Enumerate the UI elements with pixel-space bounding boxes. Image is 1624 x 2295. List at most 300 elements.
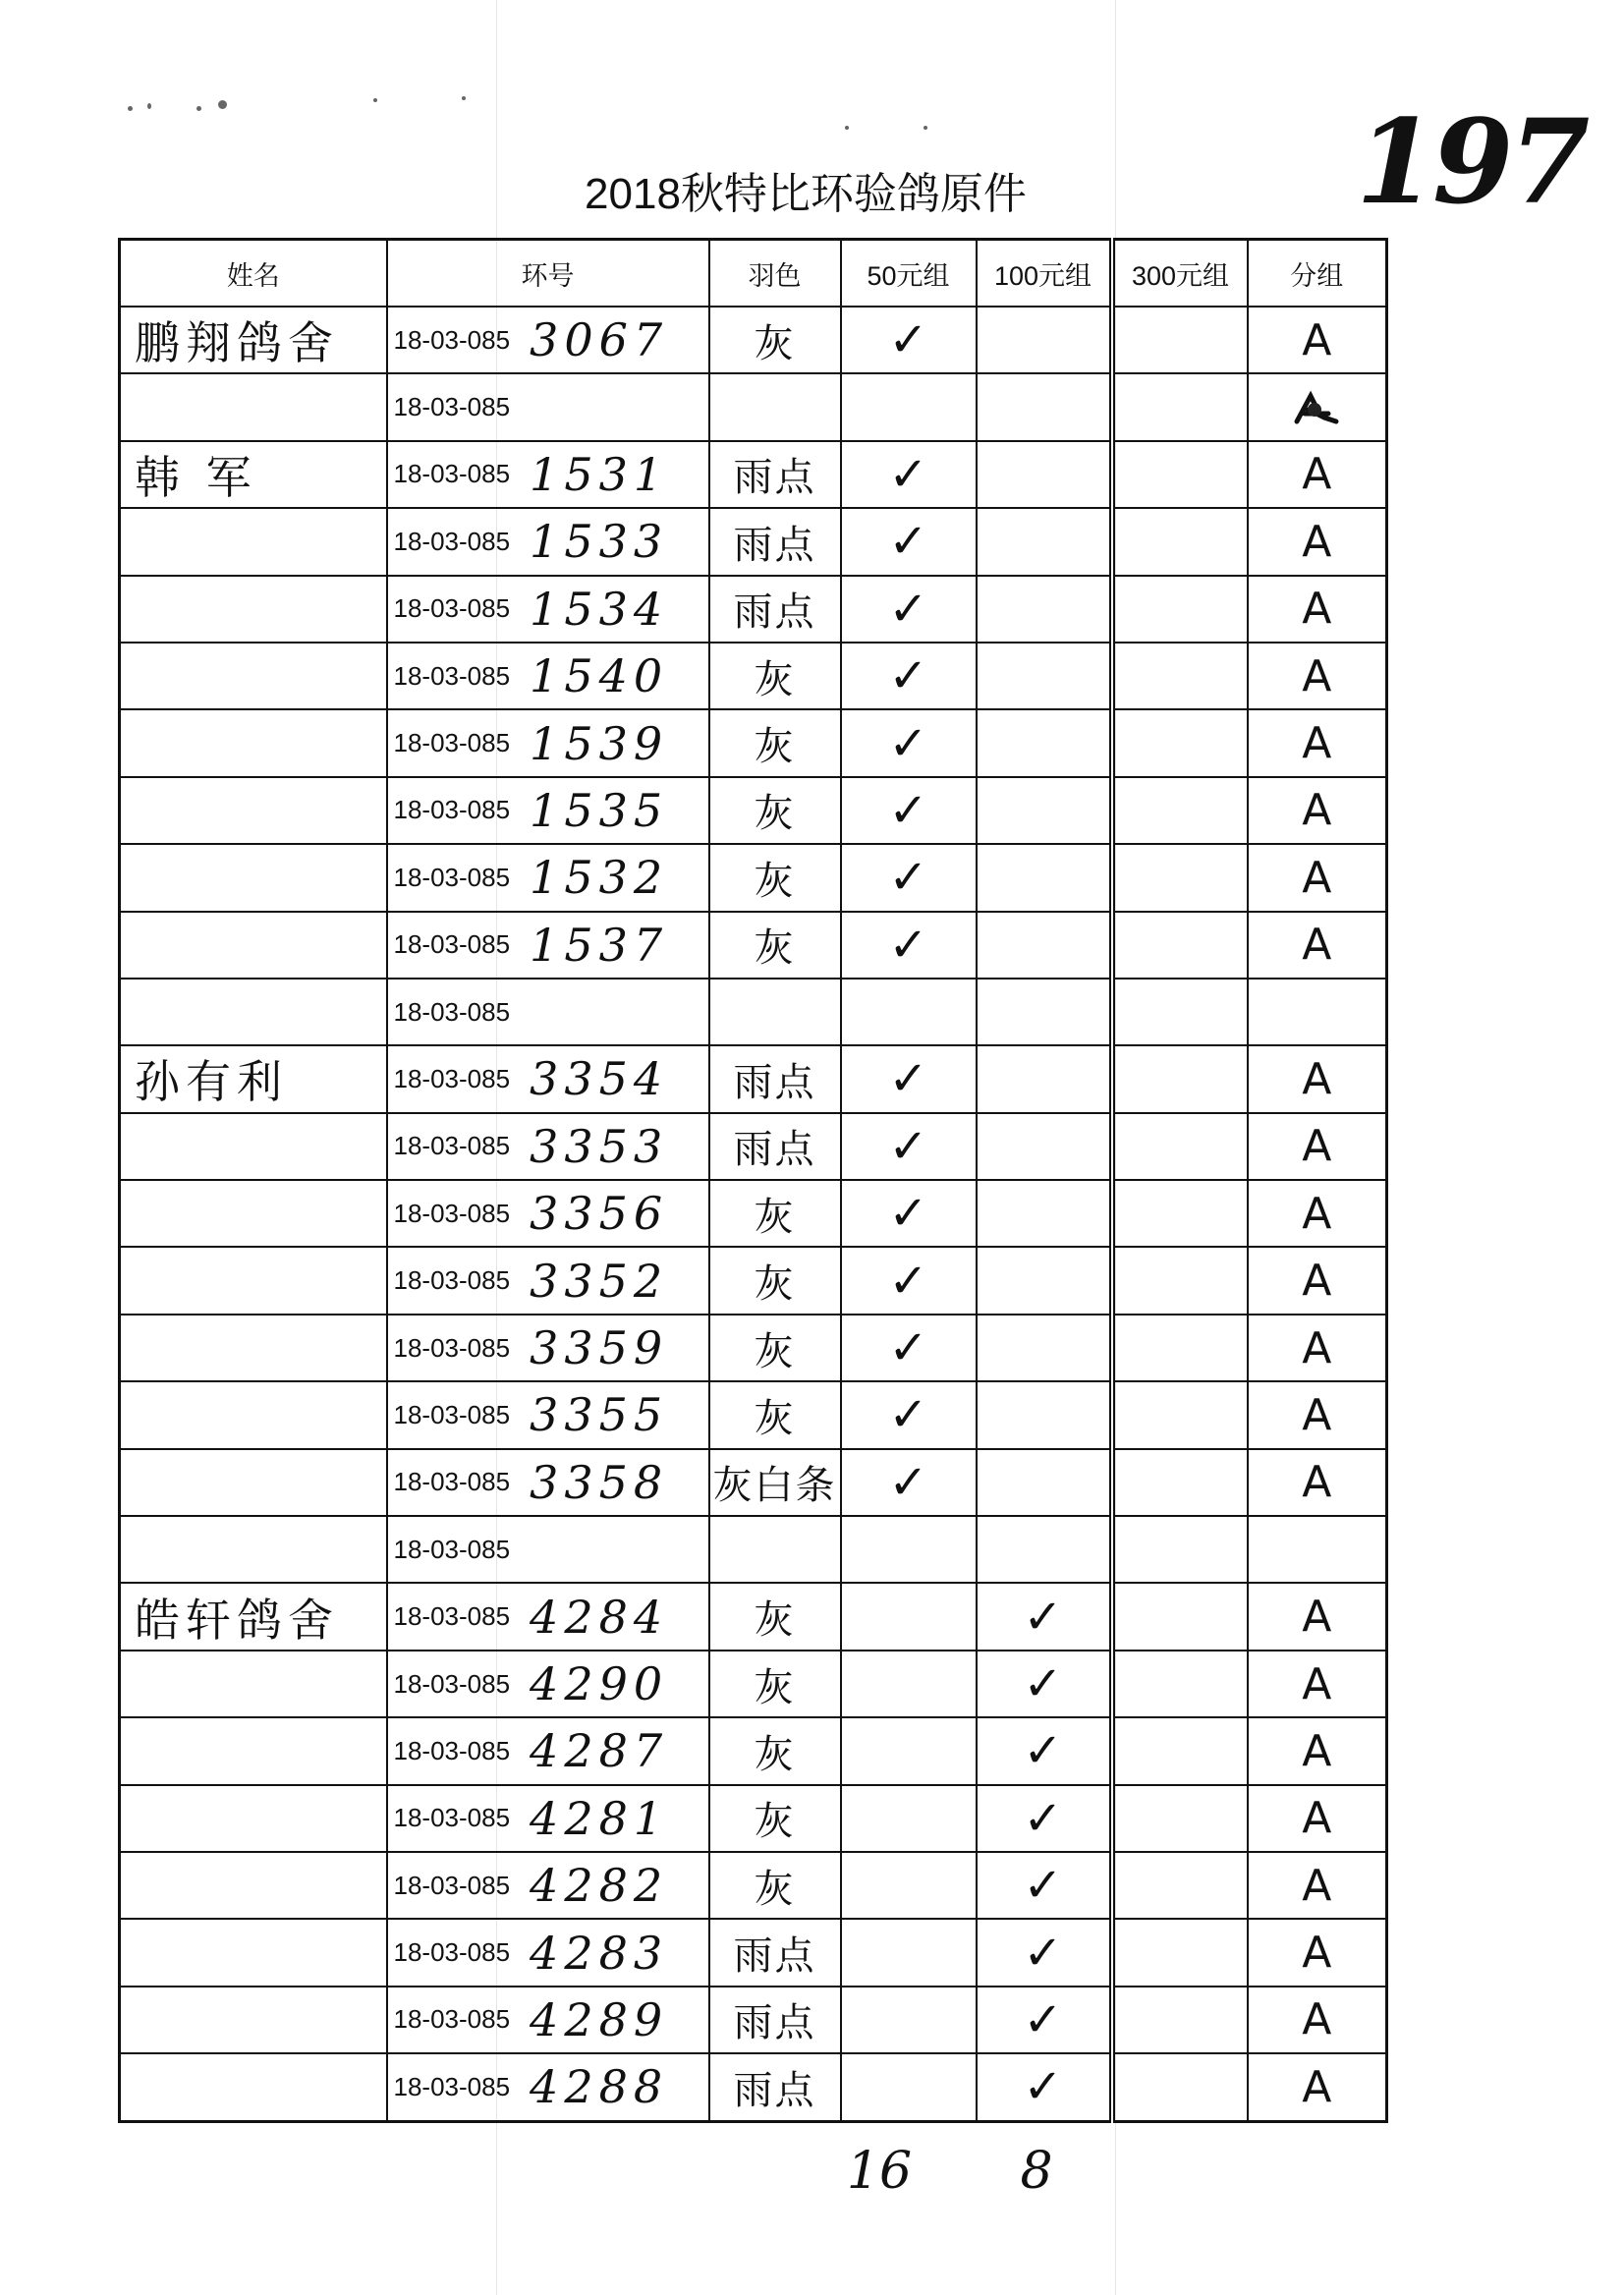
table-row: [120, 307, 1387, 373]
feather-color: 灰: [754, 1866, 796, 1912]
ring-serial: 1539: [530, 716, 669, 770]
cell-feather-color: [709, 508, 841, 575]
cell-group-300: [1112, 441, 1248, 508]
division-letter: A: [1302, 650, 1332, 701]
cell-owner: [120, 1247, 387, 1314]
cell-group-100: [977, 307, 1112, 373]
ring-number: [388, 2060, 708, 2113]
table-row: [120, 576, 1387, 643]
cell-group-300: [1112, 1381, 1248, 1448]
division-letter: A: [1302, 1389, 1332, 1440]
cell-group-100: [977, 1247, 1112, 1314]
feather-color: 灰白条: [712, 1463, 837, 1509]
check-mark: ✓: [888, 782, 928, 838]
cell-group-100: [977, 1717, 1112, 1784]
cell-ring-number: [387, 1919, 709, 1986]
cell-group-100: [977, 1852, 1112, 1919]
ring-prefix: 18-03-085: [393, 1063, 511, 1093]
cell-group-50: [841, 1516, 977, 1583]
ring-serial: 1535: [530, 783, 669, 837]
cell-group-300: [1112, 1987, 1248, 2053]
cell-group-100: [977, 1785, 1112, 1852]
ring-serial: 4290: [530, 1657, 669, 1710]
cell-group-50: [841, 1449, 977, 1516]
check-mark: ✓: [888, 715, 928, 771]
cell-division: [1248, 912, 1387, 979]
column-header-color: 羽色: [709, 240, 841, 308]
cell-feather-color: [709, 1381, 841, 1448]
ring-prefix: 18-03-085: [393, 392, 511, 422]
cell-feather-color: [709, 777, 841, 844]
cell-group-300: [1112, 1583, 1248, 1650]
ring-number: [388, 1535, 708, 1565]
cell-group-100: [977, 777, 1112, 844]
ring-number: [388, 1792, 708, 1845]
ring-serial: 3356: [530, 1187, 669, 1241]
table-row: [120, 1113, 1387, 1180]
ring-number: [388, 1255, 708, 1308]
ring-number: [388, 583, 708, 636]
feather-color: 灰: [754, 320, 796, 366]
cell-group-100: [977, 1449, 1112, 1516]
cell-group-100: [977, 441, 1112, 508]
check-mark: ✓: [888, 917, 928, 973]
ring-serial: 3353: [530, 1119, 669, 1173]
ring-prefix: 18-03-085: [393, 996, 511, 1027]
feather-color: 雨点: [733, 455, 816, 501]
ring-prefix: 18-03-085: [393, 526, 511, 556]
cell-feather-color: [709, 1919, 841, 1986]
division-letter: A: [1302, 1725, 1332, 1776]
division-letter: A: [1302, 1457, 1332, 1508]
cell-division: [1248, 1045, 1387, 1112]
ring-prefix: 18-03-085: [393, 1735, 511, 1765]
cell-group-100: [977, 1583, 1112, 1650]
scan-speck: [845, 126, 849, 130]
ring-number: [388, 1456, 708, 1509]
ring-number: [388, 448, 708, 501]
cell-group-100: [977, 1113, 1112, 1180]
table-row: [120, 1651, 1387, 1717]
cell-ring-number: [387, 1113, 709, 1180]
cell-feather-color: [709, 1785, 841, 1852]
cell-division: [1248, 373, 1387, 440]
total-group-50: 16: [846, 2142, 913, 2201]
cell-owner: [120, 307, 387, 373]
cell-group-300: [1112, 1852, 1248, 1919]
ring-number: [388, 1321, 708, 1374]
ring-prefix: 18-03-085: [393, 1467, 511, 1497]
cell-division: [1248, 2053, 1387, 2121]
ring-number: [388, 1859, 708, 1912]
cell-owner: [120, 709, 387, 776]
cell-group-300: [1112, 912, 1248, 979]
cell-group-100: [977, 1919, 1112, 1986]
division-letter: A: [1302, 785, 1332, 836]
ring-serial: 1534: [530, 582, 669, 636]
cell-group-300: [1112, 844, 1248, 911]
cell-group-100: [977, 1315, 1112, 1381]
check-mark: ✓: [888, 1320, 928, 1376]
cell-division: [1248, 1785, 1387, 1852]
ring-prefix: 18-03-085: [393, 1198, 511, 1228]
scan-speck: [128, 106, 133, 111]
cell-group-300: [1112, 1449, 1248, 1516]
cell-group-100: [977, 912, 1112, 979]
cell-ring-number: [387, 1717, 709, 1784]
cell-group-50: [841, 1381, 977, 1448]
cell-ring-number: [387, 1449, 709, 1516]
cell-group-300: [1112, 643, 1248, 709]
ring-number: [388, 649, 708, 702]
cell-ring-number: [387, 1381, 709, 1448]
check-mark: ✓: [888, 1454, 928, 1510]
ring-serial: 4289: [530, 1992, 669, 2046]
cell-group-50: [841, 508, 977, 575]
check-mark: ✓: [1023, 1858, 1063, 1914]
ring-number: [388, 1187, 708, 1240]
ring-serial: 4282: [530, 1859, 669, 1913]
ring-serial: 3359: [530, 1321, 669, 1375]
cell-group-50: [841, 777, 977, 844]
cell-owner: [120, 1315, 387, 1381]
cell-ring-number: [387, 1785, 709, 1852]
feather-color: 雨点: [733, 2000, 816, 2046]
cell-group-100: [977, 979, 1112, 1045]
check-mark: ✓: [1023, 2059, 1063, 2115]
ring-prefix: 18-03-085: [393, 593, 511, 624]
cell-group-100: [977, 643, 1112, 709]
division-letter: A: [1302, 1928, 1332, 1979]
feather-color: 雨点: [733, 1059, 816, 1105]
cell-group-300: [1112, 777, 1248, 844]
cell-feather-color: [709, 709, 841, 776]
check-mark: ✓: [888, 648, 928, 704]
table-body: [120, 307, 1387, 2121]
cell-division: [1248, 1651, 1387, 1717]
ring-prefix: 18-03-085: [393, 795, 511, 825]
ring-serial: 3352: [530, 1254, 669, 1308]
check-mark: ✓: [888, 850, 928, 906]
check-mark: ✓: [1023, 1656, 1063, 1711]
cell-group-100: [977, 373, 1112, 440]
table-row: [120, 1583, 1387, 1650]
ring-serial: 4287: [530, 1724, 669, 1778]
ring-serial: 1532: [530, 851, 669, 905]
cell-group-50: [841, 1785, 977, 1852]
cell-group-100: [977, 508, 1112, 575]
ring-prefix: 18-03-085: [393, 1668, 511, 1699]
cell-ring-number: [387, 576, 709, 643]
cell-owner: [120, 576, 387, 643]
feather-color: 灰: [754, 858, 796, 904]
ink-scribble: [1287, 388, 1346, 427]
ring-number: [388, 1927, 708, 1980]
cell-division: [1248, 1113, 1387, 1180]
cell-feather-color: [709, 1247, 841, 1314]
cell-feather-color: [709, 1852, 841, 1919]
cell-division: [1248, 1516, 1387, 1583]
cell-ring-number: [387, 643, 709, 709]
cell-owner: [120, 1045, 387, 1112]
cell-group-100: [977, 1651, 1112, 1717]
division-letter: A: [1302, 920, 1332, 971]
division-letter: A: [1302, 449, 1332, 500]
table-row: [120, 1381, 1387, 1448]
cell-group-50: [841, 1651, 977, 1717]
ring-serial: 1531: [530, 447, 669, 501]
division-letter: A: [1302, 1994, 1332, 2045]
ring-number: [388, 1591, 708, 1644]
ring-number: [388, 784, 708, 837]
cell-owner: [120, 1651, 387, 1717]
table-row: [120, 508, 1387, 575]
cell-ring-number: [387, 307, 709, 373]
table-row: [120, 1516, 1387, 1583]
cell-ring-number: [387, 2053, 709, 2121]
division-letter: A: [1302, 1793, 1332, 1844]
table-row: [120, 643, 1387, 709]
cell-group-50: [841, 1315, 977, 1381]
feather-color: 灰: [754, 1261, 796, 1308]
feather-color: 雨点: [733, 1933, 816, 1980]
column-header-group-300: 300元组: [1112, 240, 1248, 308]
division-letter: A: [1302, 718, 1332, 769]
cell-owner: [120, 441, 387, 508]
cell-group-100: [977, 709, 1112, 776]
cell-ring-number: [387, 1045, 709, 1112]
cell-division: [1248, 844, 1387, 911]
cell-owner: [120, 1852, 387, 1919]
feather-color: 灰: [754, 1194, 796, 1240]
cell-feather-color: [709, 373, 841, 440]
check-mark: ✓: [888, 514, 928, 570]
cell-group-50: [841, 1919, 977, 1986]
cell-group-50: [841, 844, 977, 911]
ring-number: [388, 313, 708, 366]
cell-group-100: [977, 2053, 1112, 2121]
cell-owner: [120, 979, 387, 1045]
feather-color: 灰: [754, 1395, 796, 1441]
page-title: 2018秋特比环验鸽原件: [585, 170, 1027, 218]
ring-prefix: 18-03-085: [393, 1601, 511, 1632]
division-letter: A: [1302, 584, 1332, 635]
feather-color: 灰: [754, 1328, 796, 1374]
cell-group-300: [1112, 1113, 1248, 1180]
ring-number: [388, 1120, 708, 1173]
cell-group-50: [841, 1247, 977, 1314]
cell-group-100: [977, 1987, 1112, 2053]
ring-serial: 3355: [530, 1388, 669, 1442]
table-row: [120, 1717, 1387, 1784]
ring-prefix: 18-03-085: [393, 1399, 511, 1429]
cell-division: [1248, 643, 1387, 709]
ring-prefix: 18-03-085: [393, 1265, 511, 1296]
cell-group-50: [841, 1113, 977, 1180]
cell-owner: [120, 1113, 387, 1180]
ring-serial: 4283: [530, 1926, 669, 1980]
ring-serial: 3067: [530, 313, 669, 367]
table-row: [120, 1987, 1387, 2053]
cell-division: [1248, 576, 1387, 643]
owner-name: 鹏翔鸽舍: [135, 316, 339, 370]
feather-color: 雨点: [733, 2067, 816, 2113]
table-row: [120, 2053, 1387, 2121]
table-row: [120, 441, 1387, 508]
cell-group-100: [977, 1180, 1112, 1247]
check-mark: ✓: [888, 1051, 928, 1107]
cell-ring-number: [387, 1583, 709, 1650]
cell-feather-color: [709, 1315, 841, 1381]
feather-color: 灰: [754, 1597, 796, 1644]
registration-sheet: [118, 238, 1385, 2144]
cell-owner: [120, 1381, 387, 1448]
ring-serial: 4281: [530, 1791, 669, 1845]
cell-group-50: [841, 643, 977, 709]
cell-ring-number: [387, 1180, 709, 1247]
table-row: [120, 373, 1387, 440]
cell-group-50: [841, 1583, 977, 1650]
cell-feather-color: [709, 1651, 841, 1717]
cell-division: [1248, 709, 1387, 776]
check-mark: ✓: [888, 446, 928, 502]
check-mark: ✓: [888, 581, 928, 637]
cell-feather-color: [709, 979, 841, 1045]
table-row: [120, 1852, 1387, 1919]
ring-prefix: 18-03-085: [393, 2004, 511, 2035]
total-group-100: 8: [1020, 2142, 1053, 2201]
cell-group-300: [1112, 307, 1248, 373]
ring-number: [388, 919, 708, 972]
check-mark: ✓: [1023, 1790, 1063, 1846]
ring-prefix: 18-03-085: [393, 1332, 511, 1363]
cell-division: [1248, 307, 1387, 373]
table-row: [120, 1449, 1387, 1516]
cell-group-300: [1112, 1045, 1248, 1112]
cell-division: [1248, 979, 1387, 1045]
check-mark: ✓: [1023, 1925, 1063, 1981]
cell-feather-color: [709, 1449, 841, 1516]
table-row: [120, 1180, 1387, 1247]
feather-color: 灰: [754, 1731, 796, 1777]
cell-ring-number: [387, 441, 709, 508]
table-row: [120, 1785, 1387, 1852]
division-letter: A: [1302, 1658, 1332, 1709]
cell-owner: [120, 1919, 387, 1986]
ring-number: [388, 1724, 708, 1777]
cell-owner: [120, 2053, 387, 2121]
column-header-ring: 环号: [387, 240, 709, 308]
ring-serial: 3358: [530, 1455, 669, 1509]
cell-ring-number: [387, 844, 709, 911]
ring-number: [388, 1388, 708, 1441]
cell-group-300: [1112, 1516, 1248, 1583]
cell-group-300: [1112, 1247, 1248, 1314]
table-row: [120, 1247, 1387, 1314]
column-header-group-100: 100元组: [977, 240, 1112, 308]
cell-group-100: [977, 844, 1112, 911]
cell-group-50: [841, 2053, 977, 2121]
feather-color: 雨点: [733, 589, 816, 636]
cell-owner: [120, 508, 387, 575]
cell-group-300: [1112, 1315, 1248, 1381]
cell-group-300: [1112, 1180, 1248, 1247]
table-header-row: [120, 240, 1387, 308]
cell-group-300: [1112, 1651, 1248, 1717]
column-header-name: 姓名: [120, 240, 387, 308]
ring-number: [388, 851, 708, 904]
cell-feather-color: [709, 576, 841, 643]
cell-ring-number: [387, 1247, 709, 1314]
scan-speck: [147, 103, 151, 109]
cell-division: [1248, 508, 1387, 575]
division-letter: A: [1302, 314, 1332, 365]
table-row: [120, 1315, 1387, 1381]
cell-group-300: [1112, 1785, 1248, 1852]
cell-ring-number: [387, 1315, 709, 1381]
ring-prefix: 18-03-085: [393, 324, 511, 355]
check-mark: ✓: [888, 1118, 928, 1174]
cell-feather-color: [709, 2053, 841, 2121]
feather-color: 灰: [754, 791, 796, 837]
check-mark: ✓: [1023, 1589, 1063, 1645]
cell-group-300: [1112, 979, 1248, 1045]
cell-division: [1248, 777, 1387, 844]
owner-name: 孙有利: [135, 1055, 288, 1109]
ring-serial: 1537: [530, 918, 669, 972]
table-row: [120, 1919, 1387, 1986]
ring-serial: 3354: [530, 1052, 669, 1106]
cell-group-50: [841, 441, 977, 508]
cell-ring-number: [387, 912, 709, 979]
cell-group-50: [841, 1180, 977, 1247]
owner-name: 韩 军: [135, 450, 257, 504]
cell-group-50: [841, 1987, 977, 2053]
ring-number: [388, 1993, 708, 2046]
cell-feather-color: [709, 307, 841, 373]
cell-ring-number: [387, 373, 709, 440]
cell-group-50: [841, 912, 977, 979]
cell-ring-number: [387, 1852, 709, 1919]
division-letter: A: [1302, 2061, 1332, 2112]
cell-division: [1248, 1315, 1387, 1381]
cell-owner: [120, 1785, 387, 1852]
ring-prefix: 18-03-085: [393, 660, 511, 691]
check-mark: ✓: [888, 312, 928, 368]
ring-number: [388, 392, 708, 422]
cell-division: [1248, 1381, 1387, 1448]
table-row: [120, 844, 1387, 911]
cell-group-50: [841, 1852, 977, 1919]
cell-division: [1248, 1852, 1387, 1919]
cell-ring-number: [387, 1651, 709, 1717]
division-letter: A: [1302, 1322, 1332, 1373]
cell-owner: [120, 1987, 387, 2053]
cell-feather-color: [709, 912, 841, 979]
scan-speck: [924, 126, 927, 130]
cell-feather-color: [709, 1717, 841, 1784]
table-row: [120, 777, 1387, 844]
cell-owner: [120, 912, 387, 979]
cell-feather-color: [709, 1583, 841, 1650]
ring-prefix: 18-03-085: [393, 1870, 511, 1900]
ring-prefix: 18-03-085: [393, 862, 511, 892]
cell-division: [1248, 1717, 1387, 1784]
cell-owner: [120, 1717, 387, 1784]
feather-color: 灰: [754, 724, 796, 770]
scan-speck: [373, 98, 377, 102]
feather-color: 灰: [754, 925, 796, 972]
